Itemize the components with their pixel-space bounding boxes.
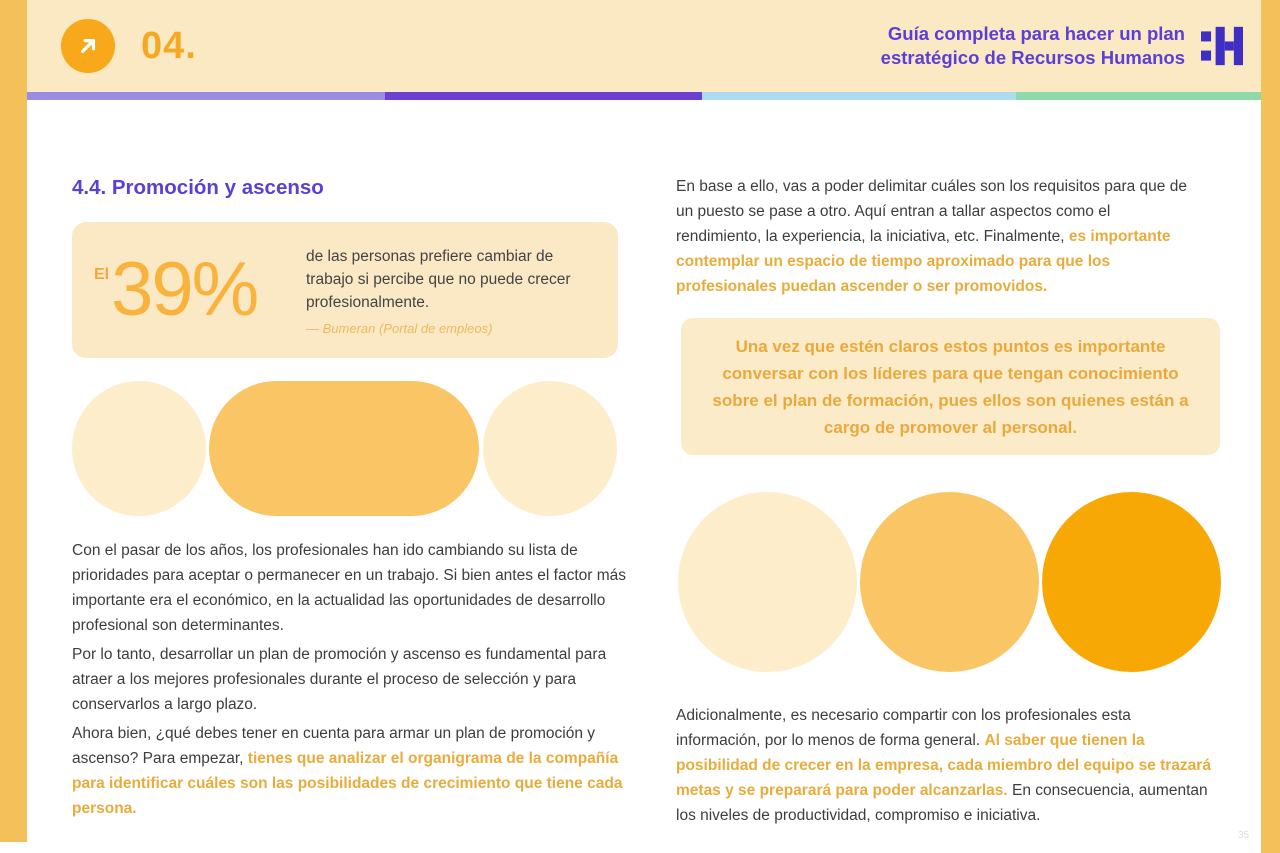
stat-box: [72, 222, 618, 358]
left-edge-bar: [0, 0, 27, 842]
stat-value: 39%: [111, 247, 258, 332]
paragraph-left-2: Por lo tanto, desarrollar un plan de promoción y ascenso es fundamental para atraer a los mejores profesionales durante el proceso de selección y para conservarlos a largo plazo.: [72, 646, 607, 713]
arrow-up-right-icon: [75, 33, 101, 59]
section-badge: [61, 19, 115, 73]
stripe-segment-lilac: [27, 92, 385, 100]
decor-circle-right-2: [860, 492, 1039, 672]
guide-title-line1: Guía completa para hacer un plan: [887, 22, 1185, 44]
paragraph-left-3-run-highlight: tienes que analizar el organigrama de la compañía para identificar cuáles son las posibilidades de crecimiento que tiene cada persona.: [72, 750, 623, 817]
guide-title-line2: estratégico de Recursos Humanos: [880, 47, 1185, 68]
stat-description: de las personas prefiere cambiar de trabajo si percibe que no puede crecer profesionalmente.: [306, 247, 571, 311]
paragraph-right-2-run-normal-2: En consecuencia, aumentan los niveles de productividad, compromiso e iniciativa.: [676, 782, 1208, 824]
paragraph-left-1: Con el pasar de los años, los profesionales han ido cambiando su lista de prioridades para aceptar o permanecer en un trabajo. Si bien antes el factor más importante era el económico, en la actualidad las oportunidades de desarrollo profesional son determinantes.: [72, 542, 627, 634]
stat-text: [306, 245, 592, 336]
stat-source: — Bumeran (Portal de empleos): [306, 320, 493, 336]
paragraph-right-2: [676, 703, 1216, 828]
paragraph-right-2-run-highlight: Al saber que tienen la posibilidad de crecer en la empresa, cada miembro del equipo se trazará metas y se preparará para poder alcanzarlas.: [676, 732, 1211, 799]
stat-figure: [94, 247, 306, 332]
guide-title: [881, 22, 1185, 71]
decor-circle-left-2: [483, 381, 617, 516]
stat-prefix: El: [94, 266, 110, 283]
decor-circle-left-1: [72, 381, 206, 516]
decor-pill-left: [209, 381, 479, 516]
callout-box: [681, 318, 1220, 455]
section-heading: 4.4. Promoción y ascenso: [72, 176, 324, 199]
right-edge-bar: [1261, 0, 1280, 853]
paragraph-left-3: [72, 721, 634, 821]
stripe-segment-purple: [385, 92, 702, 100]
decor-circle-right-1: [678, 492, 857, 672]
header-left: [61, 19, 197, 73]
accent-stripe: [27, 92, 1261, 100]
header-right: [881, 22, 1243, 71]
callout-text: Una vez que estén claros estos puntos es importante conversar con los líderes para que tengan conocimiento sobre el plan de formación, pues ellos son quienes están a cargo de promover al personal.: [712, 336, 1189, 437]
paragraph-right-2-run-normal-1: Adicionalmente, es necesario compartir con los profesionales esta información, por lo menos de forma general.: [676, 707, 1131, 749]
page-number: 35: [1238, 830, 1250, 841]
paragraph-right-1: [676, 174, 1188, 299]
stripe-segment-green: [1016, 92, 1261, 100]
paragraph-left-3-run-normal: Ahora bien, ¿qué debes tener en cuenta para armar un plan de promoción y ascenso? Para empezar,: [72, 725, 596, 767]
h-blocks-logo-icon: [1201, 26, 1243, 66]
paragraph-right-1-run-normal: En base a ello, vas a poder delimitar cuáles son los requisitos para que de un puesto se pase a otro. Aquí entran a tallar aspectos como el rendimiento, la experiencia, la iniciativa, etc. Finalmente,: [676, 178, 1187, 245]
paragraph-right-1-run-highlight: es importante contemplar un espacio de tiempo aproximado para que los profesionales puedan ascender o ser promovidos.: [676, 228, 1171, 295]
page-header: [27, 0, 1261, 92]
decor-circle-right-3: [1042, 492, 1221, 672]
stripe-segment-blue: [702, 92, 1016, 100]
section-number: 04.: [141, 24, 197, 67]
